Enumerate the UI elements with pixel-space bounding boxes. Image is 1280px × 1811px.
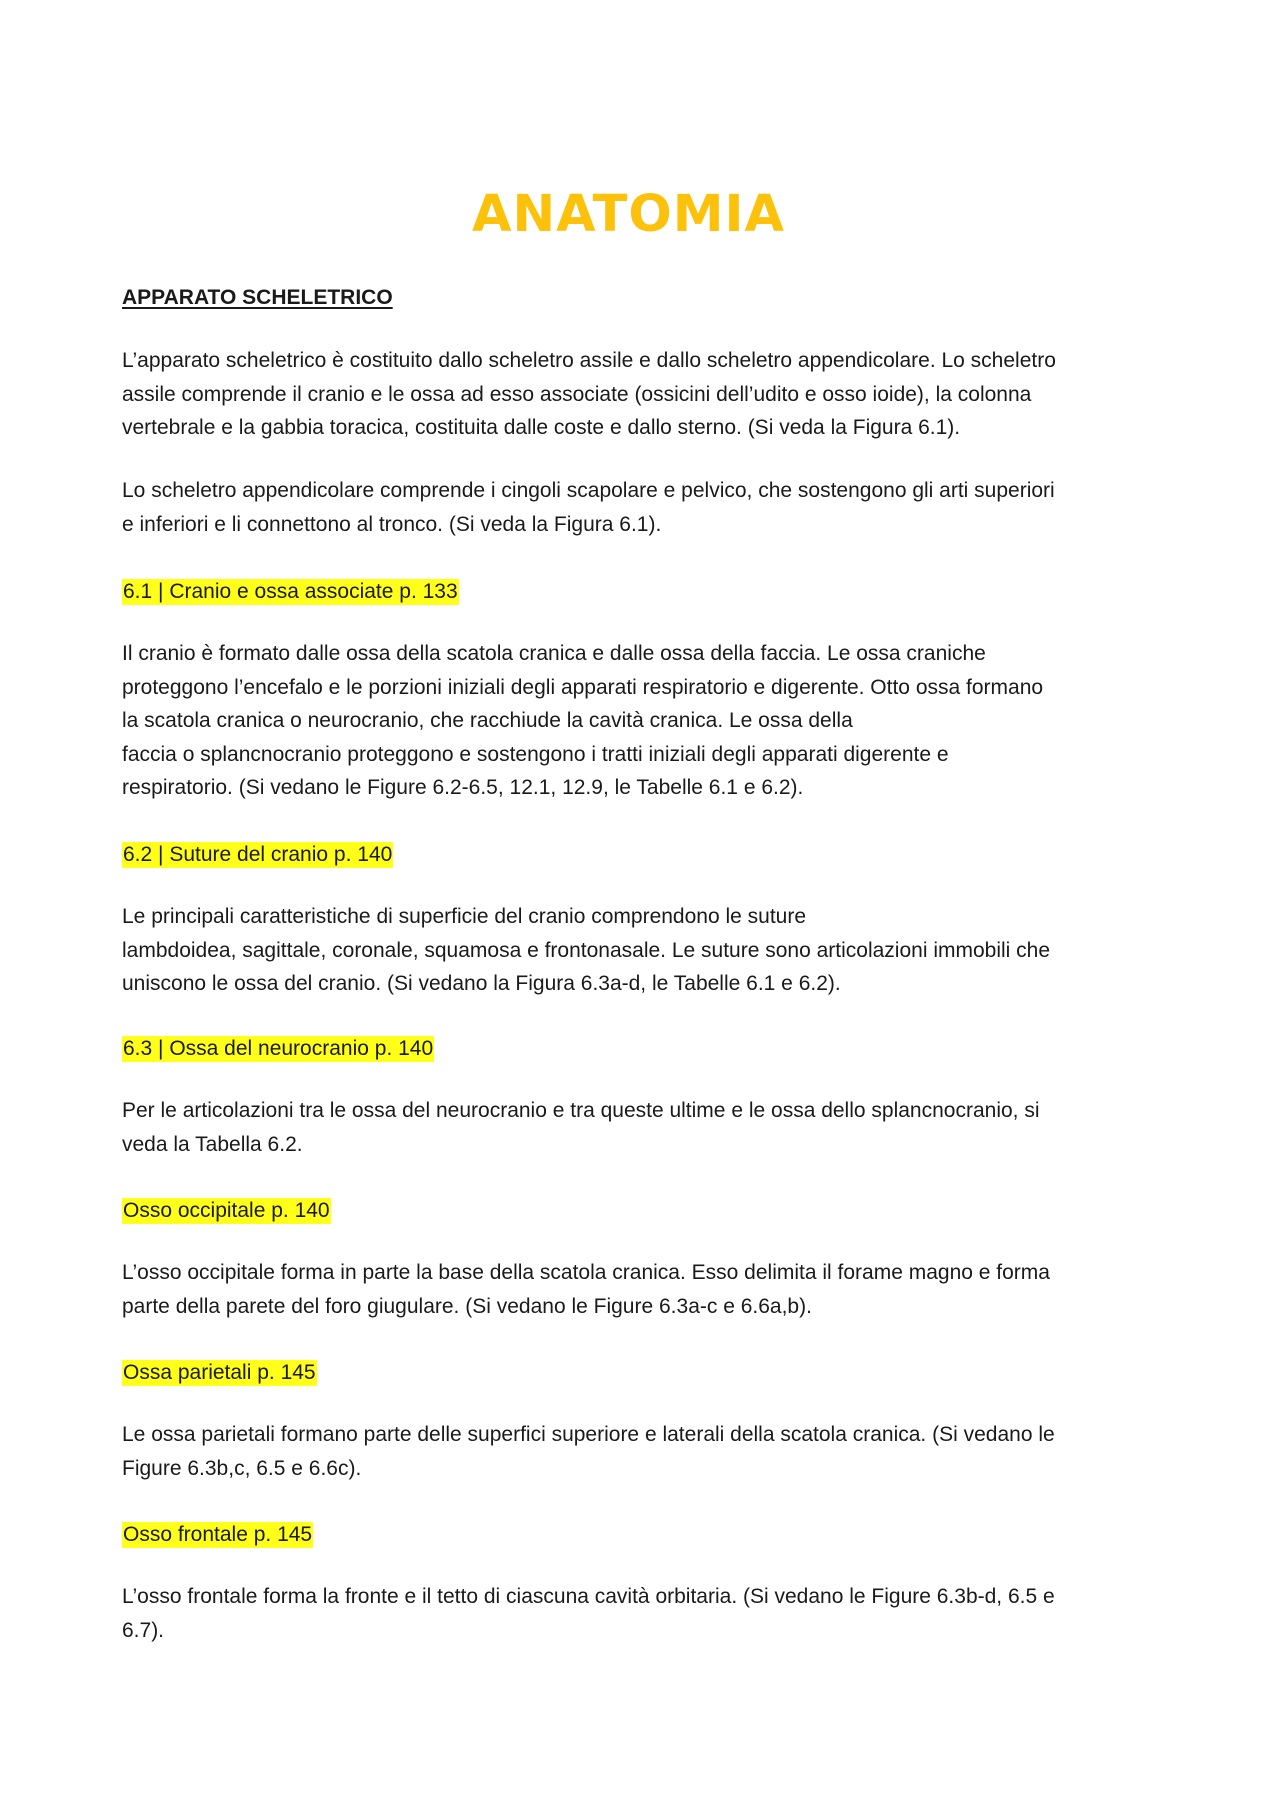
highlighted-subheading: 6.1 | Cranio e ossa associate p. 133 — [123, 580, 458, 603]
text-line: Le ossa parietali formano parte delle superfici superiore e laterali della scatola cranica. (Si vedano le — [122, 1423, 1055, 1446]
text-line: lambdoidea, sagittale, coronale, squamosa e frontonasale. Le suture sono articolazioni immobili che — [122, 938, 1051, 962]
text-line: 6.7). — [122, 1618, 165, 1642]
highlighted-subheading: Osso frontale p. 145 — [123, 1523, 313, 1546]
document-title: ANATOMIA — [471, 185, 785, 244]
text-line: proteggono l’encefalo e le porzioni iniziali degli apparati respiratorio e digerente. Otto ossa formano — [122, 675, 1044, 699]
text-line: Figure 6.3b,c, 6.5 e 6.6c). — [122, 1456, 362, 1480]
highlighted-subheading: Osso occipitale p. 140 — [123, 1199, 330, 1222]
paragraph — [122, 1418, 1142, 1485]
text-line: faccia o splancnocranio proteggono e sostengono i tratti iniziali degli apparati digerente e — [122, 742, 949, 766]
text-line: Le principali caratteristiche di superficie del cranio comprendono le suture — [122, 905, 807, 928]
text-line: la scatola cranica o neurocranio, che racchiude la cavità cranica. Le ossa della — [122, 709, 853, 732]
paragraph — [122, 900, 1142, 1001]
text-line: assile comprende il cranio e le ossa ad esso associate (ossicini dell’udito e osso ioide), la colonna — [122, 382, 1032, 406]
text-line: Per le articolazioni tra le ossa del neurocranio e tra queste ultime e le ossa dello splancnocranio, si — [122, 1099, 1040, 1122]
paragraph — [122, 637, 1142, 805]
text-line: uniscono le ossa del cranio. (Si vedano la Figura 6.3a-d, le Tabelle 6.1 e 6.2). — [122, 972, 841, 995]
paragraph — [122, 1094, 1142, 1161]
text-line: L’osso frontale forma la fronte e il tetto di ciascuna cavità orbitaria. (Si vedano le Figure 6.3b-d, 6.5 e — [122, 1585, 1055, 1608]
paragraph — [122, 1256, 1142, 1323]
text-line: veda la Tabella 6.2. — [122, 1132, 303, 1156]
text-line: parte della parete del foro giugulare. (Si vedano le Figure 6.3a-c e 6.6a,b). — [122, 1294, 812, 1318]
paragraph — [122, 474, 1142, 541]
highlighted-subheading: 6.2 | Suture del cranio p. 140 — [123, 843, 393, 866]
text-line: e inferiori e li connettono al tronco. (Si veda la Figura 6.1). — [122, 512, 662, 536]
text-line: Il cranio è formato dalle ossa della scatola cranica e dalle ossa della faccia. Le ossa craniche — [122, 642, 986, 665]
text-line: Lo scheletro appendicolare comprende i cingoli scapolare e pelvico, che sostengono gli arti superiori — [122, 479, 1055, 502]
text-line: vertebrale e la gabbia toracica, costituita dalle coste e dallo sterno. (Si veda la Figura 6.1). — [122, 416, 961, 439]
paragraph — [122, 1580, 1142, 1647]
text-line: L’osso occipitale forma in parte la base della scatola cranica. Esso delimita il forame magno e forma — [122, 1261, 1050, 1284]
text-line: respiratorio. (Si vedano le Figure 6.2-6.5, 12.1, 12.9, le Tabelle 6.1 e 6.2). — [122, 776, 804, 799]
paragraph — [122, 344, 1142, 445]
text-line: L’apparato scheletrico è costituito dallo scheletro assile e dallo scheletro appendicolare. Lo scheletro — [122, 349, 1056, 372]
highlighted-subheading: Ossa parietali p. 145 — [123, 1361, 316, 1384]
highlighted-subheading: 6.3 | Ossa del neurocranio p. 140 — [123, 1037, 434, 1060]
section-heading: APPARATO SCHELETRICO — [122, 286, 393, 309]
